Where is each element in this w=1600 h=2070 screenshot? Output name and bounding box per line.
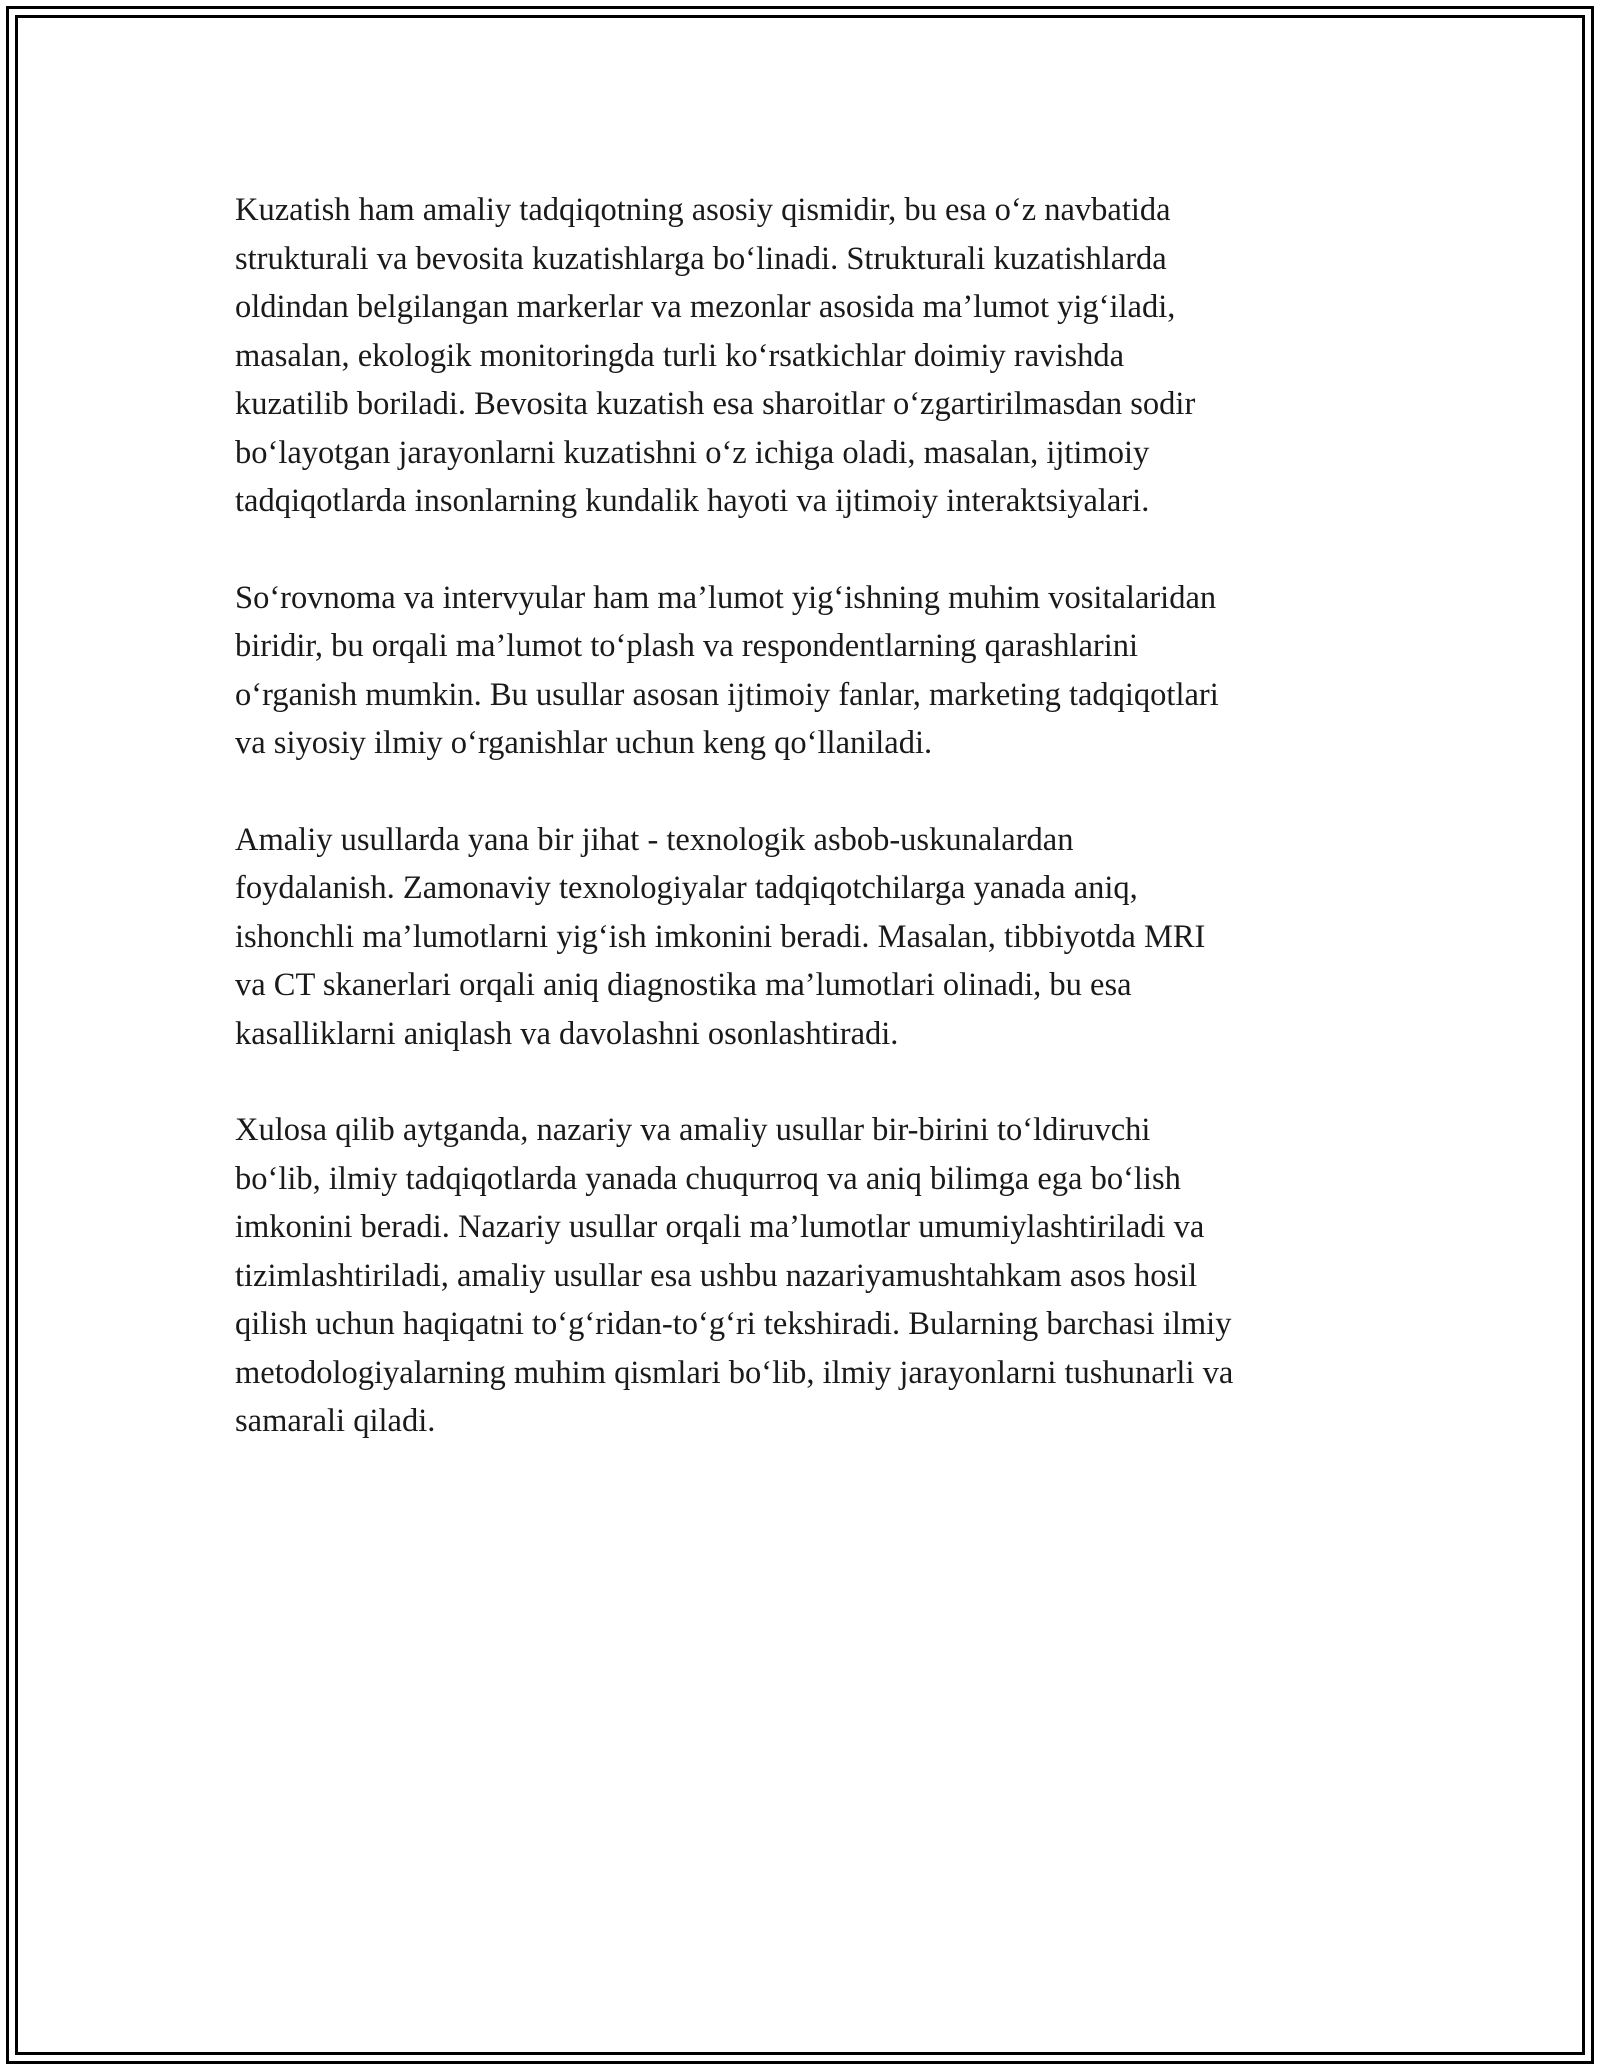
document-body	[235, 186, 1375, 1494]
paragraph-observation: Kuzatish ham amaliy tadqiqotning asosiy qismidir, bu esa o‘z navbatida strukturali va bevosita kuzatishlarga bo‘linadi. Strukturali kuzatishlarda oldindan belgilangan markerlar va mezonlar asosida ma’lumot yig‘iladi, masalan, ekologik monitoringda turli ko‘rsatkichlar doimiy ravishda kuzatilib boriladi. Bevosita kuzatish esa sharoitlar o‘zgartirilmasdan sodir bo‘layotgan jarayonlarni kuzatishni o‘z ichiga oladi, masalan, ijtimoiy tadqiqotlarda insonlarning kundalik hayoti va ijtimoiy interaktsiyalari.	[235, 192, 1196, 519]
paragraph-technology: Amaliy usullarda yana bir jihat - texnologik asbob-uskunalardan foydalanish. Zamonaviy texnologiyalar tadqiqotchilarga yanada aniq, ishonchli ma’lumotlarni yig‘ish imkonini beradi. Masalan, tibbiyotda MRI va CT skanerlari orqali aniq diagnostika ma’lumotlari olinadi, bu esa kasalliklarni aniqlash va davolashni osonlashtiradi.	[235, 821, 1206, 1052]
paragraph-conclusion: Xulosa qilib aytganda, nazariy va amaliy usullar bir-birini to‘ldiruvchi bo‘lib, ilmiy tadqiqotlarda yanada chuqurroq va aniq bilimga ega bo‘lish imkonini beradi. Nazariy usullar orqali ma’lumotlar umumiylashtiriladi va tizimlashtiriladi, amaliy usullar esa ushbu nazariyamushtahkam asos hosil qilish uchun haqiqatni to‘g‘ridan-to‘g‘ri tekshiradi. Bularning barchasi ilmiy metodologiyalarning muhim qismlari bo‘lib, ilmiy jarayonlarni tushunarli va samarali qiladi.	[235, 1112, 1234, 1439]
paragraph-surveys: So‘rovnoma va intervyular ham ma’lumot yig‘ishning muhim vositalaridan biridir, bu orqali ma’lumot to‘plash va respondentlarning qarashlarini o‘rganish mumkin. Bu usullar asosan ijtimoiy fanlar, marketing tadqiqotlari va siyosiy ilmiy o‘rganishlar uchun keng qo‘llaniladi.	[235, 579, 1219, 761]
